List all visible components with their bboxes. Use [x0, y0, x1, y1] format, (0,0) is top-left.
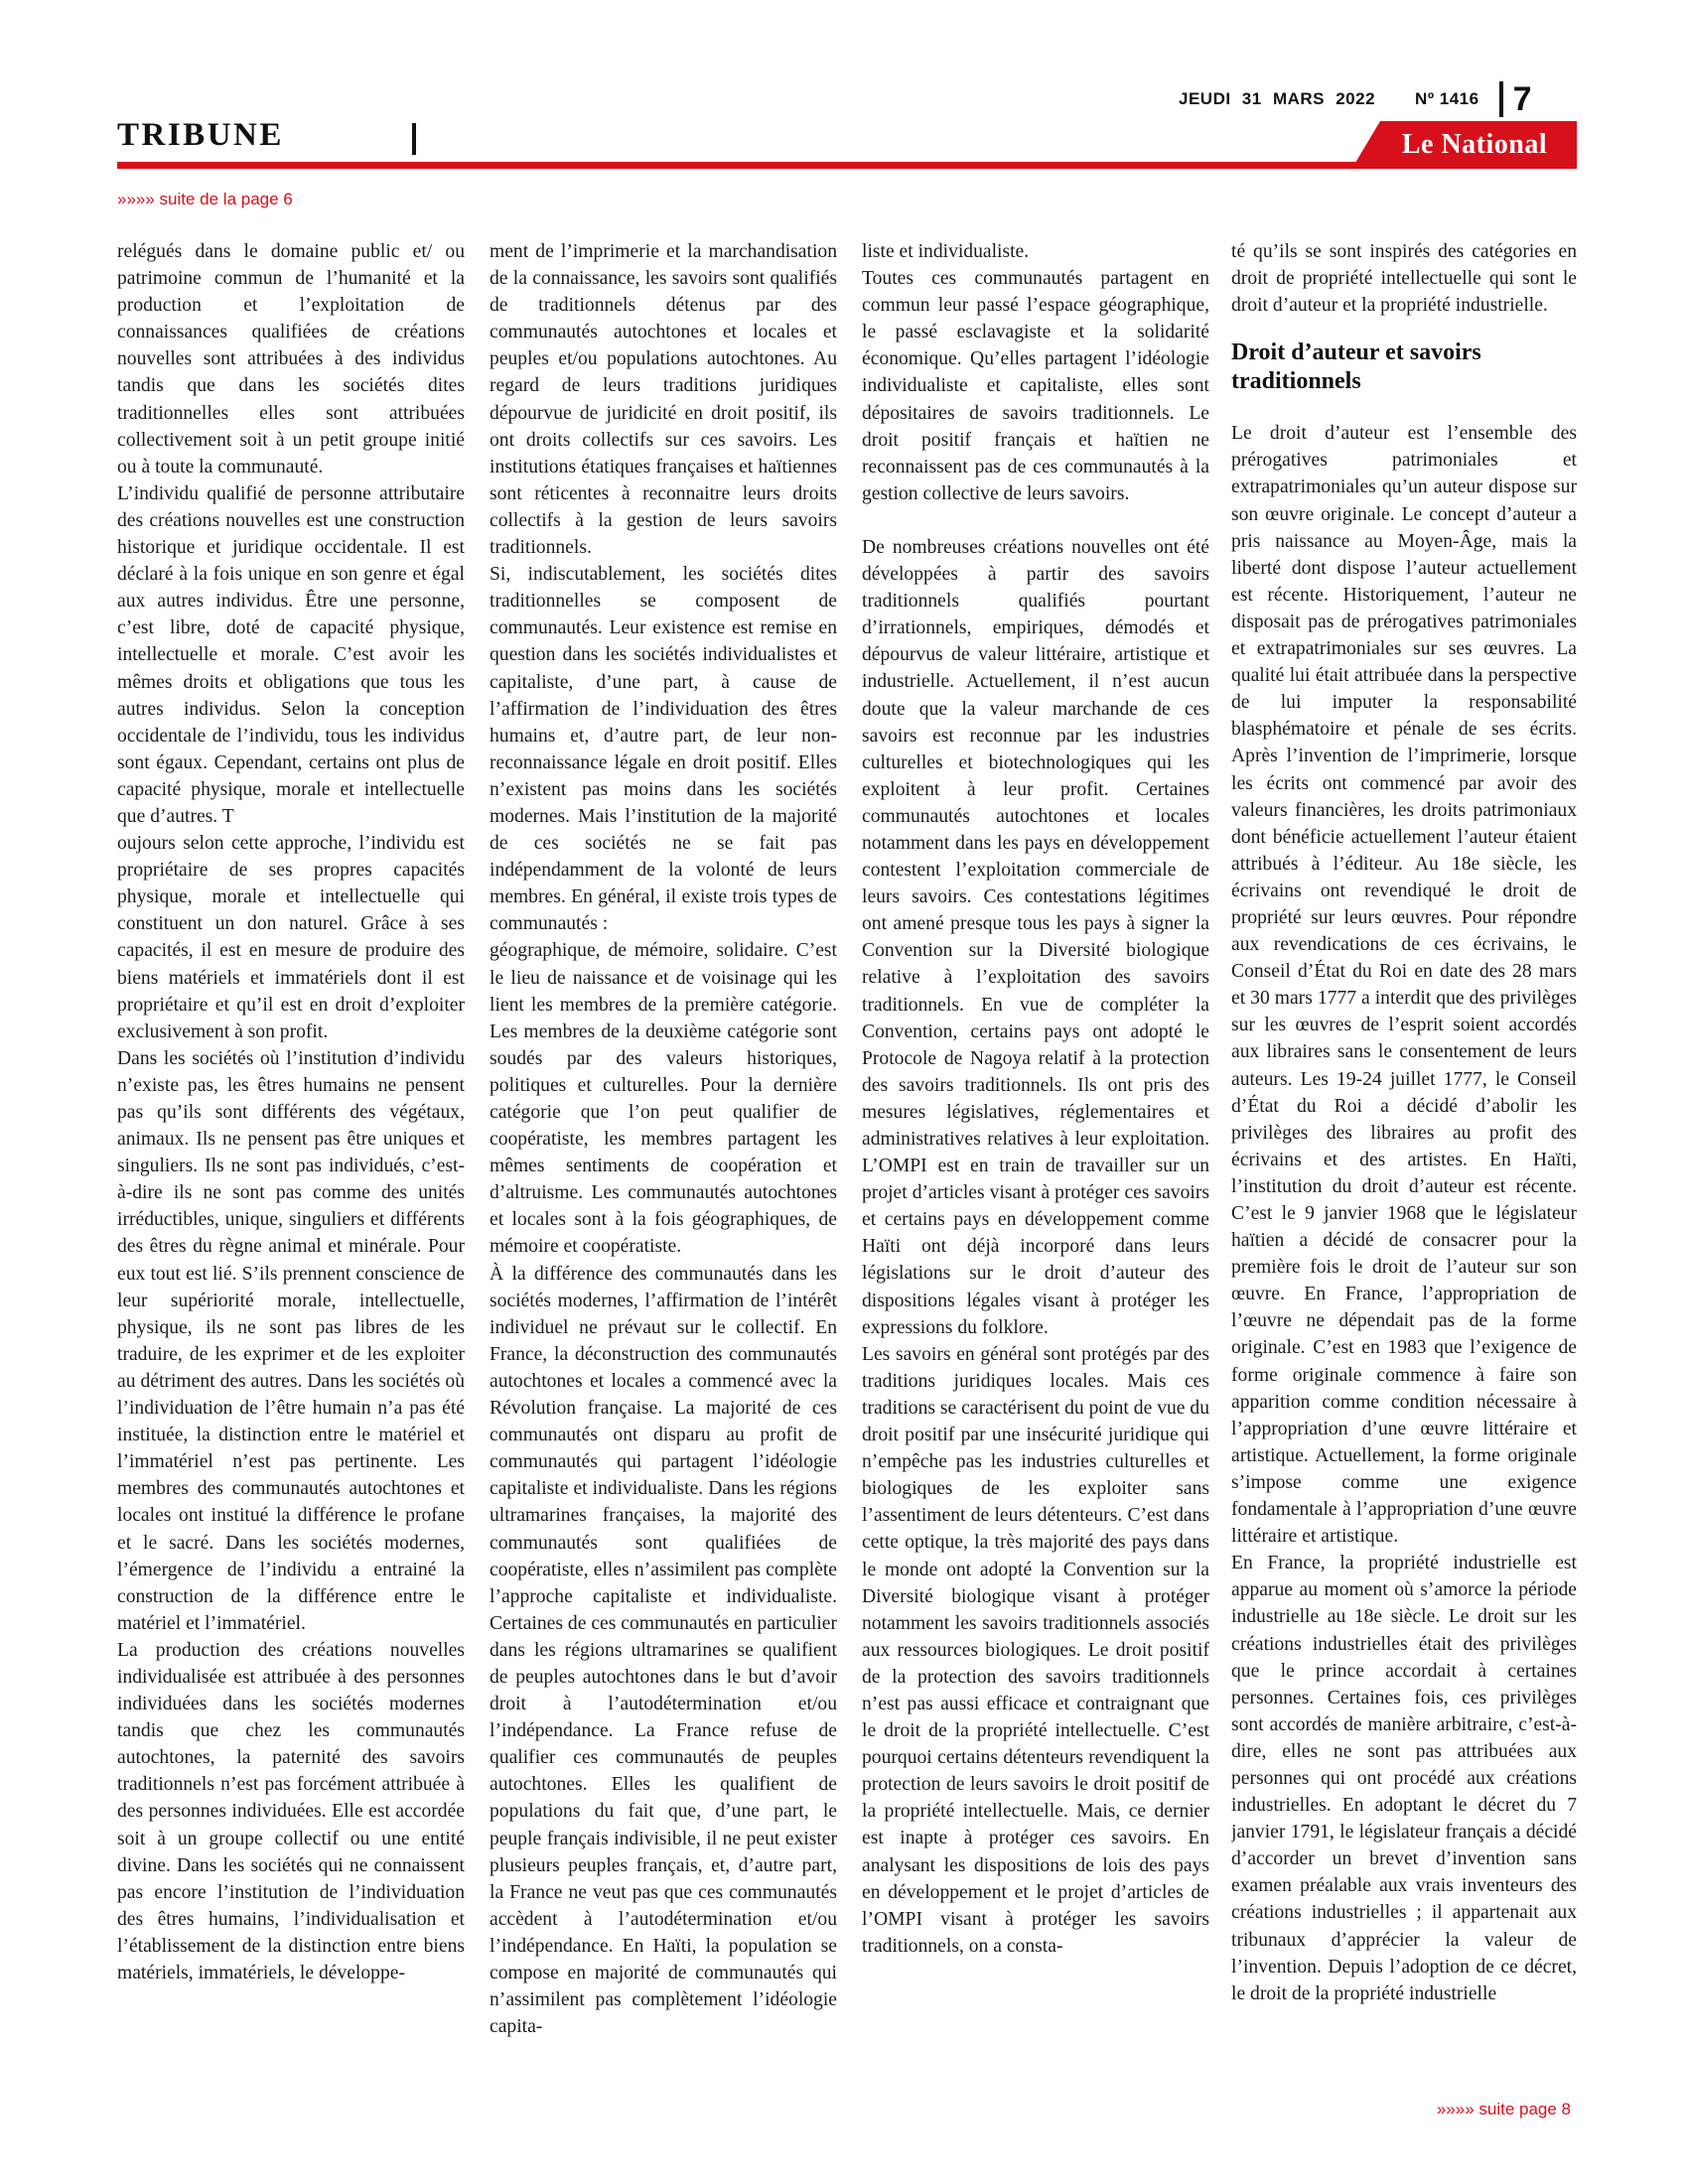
paragraph: Le droit d’auteur est l’ensemble des prérogatives patrimoniales et extrapatrimoniales qu’un auteur dispose sur son œuvre originale. Le concept d’auteur a pris naissance au Moyen-Âge, mais la liberté dont dispose l’auteur actuellement est récente. Historiquement, l’auteur ne disposait pas de prérogatives patrimoniales et extrapatrimoniales sur ses œuvres. La qualité lui était attribuée dans la perspective de lui imputer la responsabilité blasphématoire et pénale de ses écrits. Après l’invention de l’imprimerie, lorsque les écrits ont commencé par avoir des valeurs financières, les droits patrimoniaux dont bénéficie actuellement l’auteur étaient attribués à l’éditeur. Au 18e siècle, les écrivains ont revendiqué le droit de propriété sur leurs œuvres. Pour répondre aux revendications de ces écrivains, le Conseil d’État du Roi en date des 28 mars et 30 mars 1777 a interdit que des privilèges sur les œuvres de l’esprit soient accordés aux libraires sans le consentement de leurs auteurs. Les 19-24 juillet 1777, le Conseil d’État du Roi a décidé d’abolir les privilèges des libraires au profit des écrivains et des artistes. En Haïti, l’institution du droit d’auteur est récente. C’est le 9 janvier 1968 que le législateur haïtien a décidé de consacrer pour la première fois le droit de l’auteur sur son œuvre. En France, l’appropriation de l’œuvre ne dépendait pas de la forme originale. C’est en 1983 que l’exigence de forme originale commence à faire son apparition comme condition nécessaire à l’appropriation d’une œuvre littéraire et artistique. Actuellement, la forme originale s’impose comme une exigence fondamentale à l’appropriation d’une œuvre littéraire et artistique. [1231, 423, 1577, 1548]
header-divider [1499, 81, 1503, 117]
article-column-4 [1231, 238, 1577, 2105]
paragraph: La production des créations nouvelles individualisée est attribuée à des personnes individuées dans les sociétés modernes tandis que chez les communautés autochtones, la paternité des savoirs traditionnels n’est pas forcément attribuée à des personnes individuées. Elle est accordée soit à un groupe collectif ou une entité divine. Dans les sociétés qui ne connaissent pas encore l’institution de l’individuation des êtres humains, l’individualisation et l’établissement de la distinction entre biens matériels, immatériels, le développe- [117, 1639, 465, 1983]
paragraph: À la différence des communautés dans les sociétés modernes, l’affirmation de l’intérêt individuel ne prévaut sur le collectif. En France, la déconstruction des communautés autochtones et locales a commencé avec la Révolution française. La majorité de ces communautés ont disparu au profit de communautés qui partagent l’idéologie capitaliste et individualiste. Dans les régions ultramarines françaises, la majorité des communautés sont qualifiées de coopératiste, elles n’assimilent pas complète l’approche capitaliste et individualiste. Certaines de ces communautés en particulier dans les régions ultramarines se qualifient de peuples autochtones dans le but d’avoir droit à l’autodétermination et/ou l’indépendance. La France refuse de qualifier ces communautés de peuples autochtones. Elles les qualifient de populations du fait que, d’une part, le peuple français indivisible, il ne peut exister plusieurs peuples français, et, d’autre part, la France ne veut pas que ces communautés accèdent à l’autodétermination et/ou l’indépendance. En Haïti, la population se compose en majorité de communautés qui n’assimilent pas complètement l’idéologie capita- [490, 1263, 837, 2038]
paragraph: oujours selon cette approche, l’individu est propriétaire de ses propres capacités physique, morale et intellectuelle qui constituent un don naturel. Grâce à ses capacités, il est en mesure de produire des biens matériels et immatériels dont il est propriétaire et qu’il est en droit d’exploiter exclusivement à son profit. [117, 833, 465, 1042]
paragraph: liste et individualiste. [862, 241, 1030, 262]
paragraph: géographique, de mémoire, solidaire. C’est le lieu de naissance et de voisinage qui les lient les membres de la première catégorie. Les membres de la deuxième catégorie sont soudés par des valeurs historiques, politiques et culturelles. Pour la dernière catégorie que l’on peut qualifier de coopératiste, les membres partagent les mêmes sentiments de coopération et d’altruisme. Les communautés autochtones et locales sont à la fois géographiques, de mémoire et coopératiste. [490, 940, 837, 1258]
paragraph: té qu’ils se sont inspirés des catégories en droit de propriété intellectuelle qui sont le droit d’auteur et la propriété industrielle. [1231, 241, 1577, 317]
section-title: TRIBUNE [117, 117, 284, 153]
issue-date: JEUDI 31 MARS 2022 [1179, 89, 1376, 108]
article-column-3 [862, 238, 1209, 2105]
article-column-1 [117, 238, 465, 2105]
paragraph: Toutes ces communautés partagent en commun leur passé l’espace géographique, le passé esclavagiste et la solidarité économique. Qu’elles partagent l’idéologie individualiste et capitaliste, elles sont dépositaires de savoirs traditionnels. Le droit positif français et haïtien ne reconnaissent pas de ces communautés à la gestion collective de leurs savoirs. [862, 268, 1209, 504]
article-column-2 [490, 238, 837, 2105]
paragraph: Les savoirs en général sont protégés par des traditions juridiques locales. Mais ces traditions se caractérisent du point de vue du droit positif par une insécurité juridique qui n’empêche pas les industries culturelles et biologiques de les exploiter sans l’assentiment de leurs détenteurs. C’est dans cette optique, la très majorité des pays dans le monde ont adopté la Convention sur la Diversité biologique visant à protéger notamment les savoirs traditionnels associés aux ressources biologiques. Le droit positif de la protection des savoirs traditionnels n’est pas aussi efficace et contraignant que le droit de la propriété intellectuelle. C’est pourquoi certains détenteurs revendiquent la protection de leurs savoirs le droit positif de la propriété intellectuelle. Mais, ce dernier est inapte à protéger ces savoirs. En analysant les dispositions de lois des pays en développement et le projet d’articles de l’OMPI visant à protéger les savoirs traditionnels, on a consta- [862, 1343, 1209, 1957]
issue-number: Nº 1416 [1415, 89, 1479, 108]
paragraph: Si, indiscutablement, les sociétés dites traditionnelles se composent de communautés. Leur existence est remise en question dans les sociétés individualistes et capitaliste, d’une part, à cause de l’affirmation de l’individuation des êtres humains et, d’autre part, de leur non-reconnaissance légale en droit positif. Elles n’existent pas moins dans les sociétés modernes. Mais l’institution de la majorité de ces sociétés ne se fait pas indépendamment de la volonté de leurs membres. En général, il existe trois types de communautés : [490, 564, 837, 935]
paragraph: En France, la propriété industrielle est apparue au moment où s’amorce la période industrielle au 18e siècle. Le droit sur les créations industrielles était des privilèges que le prince accordait à certaines personnes. Certaines fois, ces privilèges sont accordés de manière arbitraire, c’est-à-dire, elles ne sont pas attribuées aux personnes qui ont procédé aux créations industrielles. En adoptant le décret du 7 janvier 1791, le législateur français a décidé d’accorder un brevet d’invention sans examen préalable aux vrais inventeurs des créations industrielles ; il appartenait aux tribunaux d’apprécier la valeur de l’invention. Depuis l’adoption de ce décret, le droit de la propriété industrielle [1231, 1553, 1577, 2004]
subheading: Droit d’auteur et savoirs traditionnels [1231, 340, 1481, 395]
paragraph: relégués dans le domaine public et/ ou patrimoine commun de l’humanité et la production et l’exploitation de connaissances qualifiées de créations nouvelles sont attribuées à des individus tandis que dans les sociétés dites traditionnelles elles sont attribuées collectivement soit à un petit groupe initié ou à toute la communauté. [117, 241, 465, 478]
page-number: 7 [1512, 80, 1532, 118]
section-divider [412, 123, 416, 155]
paragraph: L’individu qualifié de personne attributaire des créations nouvelles est une construction historique et juridique occidentale. Il est déclaré à la fois unique en son genre et égal aux autres individus. Être une personne, c’est libre, doté de capacité physique, intellectuelle et morale. C’est avoir les mêmes droits et obligations que tous les autres individus. Selon la conception occidentale de l’individu, tous les individus sont égaux. Cependant, certains ont plus de capacité physique, morale et intellectuelle que d’autres. T [117, 482, 465, 827]
paragraph: Dans les sociétés où l’institution d’individu n’existe pas, les êtres humains ne pensent pas qu’ils sont différents des végétaux, animaux. Ils ne pensent pas être uniques et singuliers. Ils ne sont pas individués, c’est-à-dire ils ne sont pas comme des unités irréductibles, unique, singuliers et différents des êtres du règne animal et minérale. Pour eux tout est lié. S’ils prennent conscience de leur supériorité morale, intellectuelle, physique, ils ne sont pas libres de les traduire, de les exprimer et de les exploiter au détriment des autres. Dans les sociétés où l’individuation de l’être humain n’a pas été instituée, la distinction entre le matériel et l’immatériel n’est pas pertinente. Les membres des communautés autochtones et locales ont institué la différence le profane et le sacré. Dans les sociétés modernes, l’émergence de l’individu a entrainé la construction de la différence entre le matériel et l’immatériel. [117, 1047, 465, 1634]
header-meta [1179, 79, 1532, 119]
paragraph: ment de l’imprimerie et la marchandisation de la connaissance, les savoirs sont qualifiés de traditionnels détenus par des communautés autochtones et locales et peuples et/ou populations autochtones. Au regard de leurs traditions juridiques dépourvue de juridicité en droit positif, ils ont droits collectifs sur ces savoirs. Les institutions étatiques françaises et haïtiennes sont réticentes à reconnaitre leurs droits collectifs à la gestion de leurs savoirs traditionnels. [490, 241, 837, 559]
paragraph: De nombreuses créations nouvelles ont été développées à partir des savoirs traditionnels qualifiés pourtant d’irrationnels, empiriques, démodés et dépourvus de valeur littéraire, artistique et industrielle. Actuellement, il n’est aucun doute que la valeur marchande de ces savoirs est reconnue par les industries culturelles et biotechnologiques qui les exploitent à leur profit. Certaines communautés autochtones et locales notamment dans les pays en développement contestent l’exploitation commerciale de leurs savoirs. Ces contestations légitimes ont amené presque tous les pays à signer la Convention sur la Diversité biologique relative à l’exploitation des savoirs traditionnels. En vue de compléter la Convention, certains pays ont adopté le Protocole de Nagoya relatif à la protection des savoirs traditionnels. Ils ont pris des mesures législatives, réglementaires et administratives relatives à leur exploitation. L’OMPI est en train de travailler sur un projet d’articles visant à protéger ces savoirs et certains pays en développement comme Haïti ont déjà incorporé dans leurs législations sur le droit d’auteur des dispositions légales visant à protéger les expressions du folklore. [862, 536, 1209, 1338]
continued-from-link[interactable]: »»»» suite de la page 6 [117, 190, 293, 208]
continued-to-link[interactable]: »»»» suite page 8 [1436, 2100, 1571, 2118]
newspaper-logo: Le National [1401, 128, 1548, 160]
